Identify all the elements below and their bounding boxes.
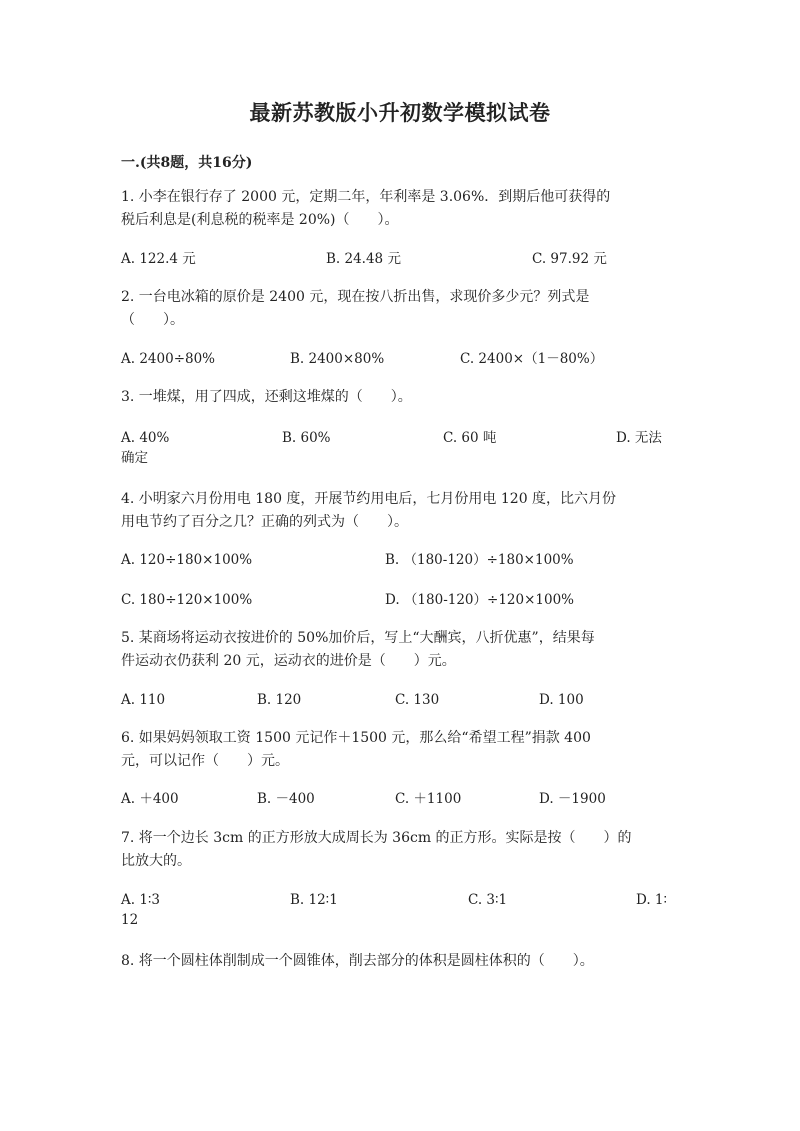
question-5-line-1: 5. 某商场将运动衣按进价的 50%加价后，写上“大酬宾，八折优惠”，结果每 xyxy=(121,630,595,646)
option-a[interactable]: A. 2400÷80% xyxy=(121,351,216,367)
option-d[interactable]: D. 无法 xyxy=(616,430,662,446)
option-b[interactable]: B. 24.48 元 xyxy=(326,251,401,267)
option-c[interactable]: C. 180÷120×100% xyxy=(121,592,253,608)
page-title: 最新苏教版小升初数学模拟试卷 xyxy=(249,101,551,125)
option-d[interactable]: D. 100 xyxy=(539,692,584,708)
question-5-line-2: 件运动衣仍获利 20 元，运动衣的进价是（ ）元。 xyxy=(121,653,456,669)
section-heading: 一.(共8题，共16分) xyxy=(121,155,253,171)
question-7-line-2: 比放大的。 xyxy=(121,853,191,869)
question-1 xyxy=(121,186,681,232)
option-b[interactable]: B. 120 xyxy=(257,692,302,708)
option-a[interactable]: A. 122.4 元 xyxy=(121,251,196,267)
option-c[interactable]: C. 60 吨 xyxy=(443,430,497,446)
option-c[interactable]: C. ＋1100 xyxy=(395,791,462,807)
option-d[interactable]: D. （180-120）÷120×100% xyxy=(385,592,575,608)
question-5 xyxy=(121,627,681,673)
question-6 xyxy=(121,727,681,773)
option-c[interactable]: C. 3∶1 xyxy=(468,892,508,908)
question-4-line-2: 用电节约了百分之几？正确的列式为（ ）。 xyxy=(121,514,408,530)
option-b[interactable]: B. －400 xyxy=(257,791,315,807)
option-d-wrap: 确定 xyxy=(121,450,148,466)
option-d-wrap: 12 xyxy=(121,912,139,928)
question-2-line-2: （ ）。 xyxy=(121,312,184,328)
question-4-line-1: 4. 小明家六月份用电 180 度，开展节约用电后，七月份用电 120 度，比六月份 xyxy=(121,491,617,507)
question-4 xyxy=(121,488,681,534)
option-c[interactable]: C. 2400×（1－80%） xyxy=(460,351,604,367)
question-8 xyxy=(121,950,681,973)
option-b[interactable]: B. 60% xyxy=(282,430,331,446)
option-c[interactable]: C. 97.92 元 xyxy=(532,251,607,267)
question-1-line-1: 1. 小李在银行存了 2000 元，定期二年，年利率是 3.06%．到期后他可获得的 xyxy=(121,189,611,205)
question-3-line-1: 3. 一堆煤，用了四成，还剩这堆煤的（ ）。 xyxy=(121,389,412,405)
option-b[interactable]: B. 12∶1 xyxy=(290,892,338,908)
question-2 xyxy=(121,286,681,332)
option-b[interactable]: B. （180-120）÷180×100% xyxy=(385,552,574,568)
question-6-line-2: 元，可以记作（ ）元。 xyxy=(121,753,289,769)
option-d[interactable]: D. 1∶ xyxy=(636,892,668,908)
question-3 xyxy=(121,386,681,409)
option-a[interactable]: A. ＋400 xyxy=(121,791,179,807)
option-a[interactable]: A. 110 xyxy=(121,692,166,708)
option-a[interactable]: A. 40% xyxy=(121,430,170,446)
option-a[interactable]: A. 120÷180×100% xyxy=(121,552,253,568)
question-7-line-1: 7. 将一个边长 3cm 的正方形放大成周长为 36cm 的正方形。实际是按（ ）的 xyxy=(121,830,632,846)
option-b[interactable]: B. 2400×80% xyxy=(290,351,385,367)
question-8-line-1: 8. 将一个圆柱体削制成一个圆锥体，削去部分的体积是圆柱体积的（ ）。 xyxy=(121,953,594,969)
question-7 xyxy=(121,827,681,873)
question-2-line-1: 2. 一台电冰箱的原价是 2400 元，现在按八折出售，求现价多少元？列式是 xyxy=(121,289,590,305)
question-6-line-1: 6. 如果妈妈领取工资 1500 元记作＋1500 元，那么给“希望工程”捐款 400 xyxy=(121,730,591,746)
question-1-line-2: 税后利息是(利息税的税率是 20%)（ ）。 xyxy=(121,212,399,228)
option-c[interactable]: C. 130 xyxy=(395,692,440,708)
option-d[interactable]: D. －1900 xyxy=(539,791,606,807)
option-a[interactable]: A. 1∶3 xyxy=(121,892,161,908)
